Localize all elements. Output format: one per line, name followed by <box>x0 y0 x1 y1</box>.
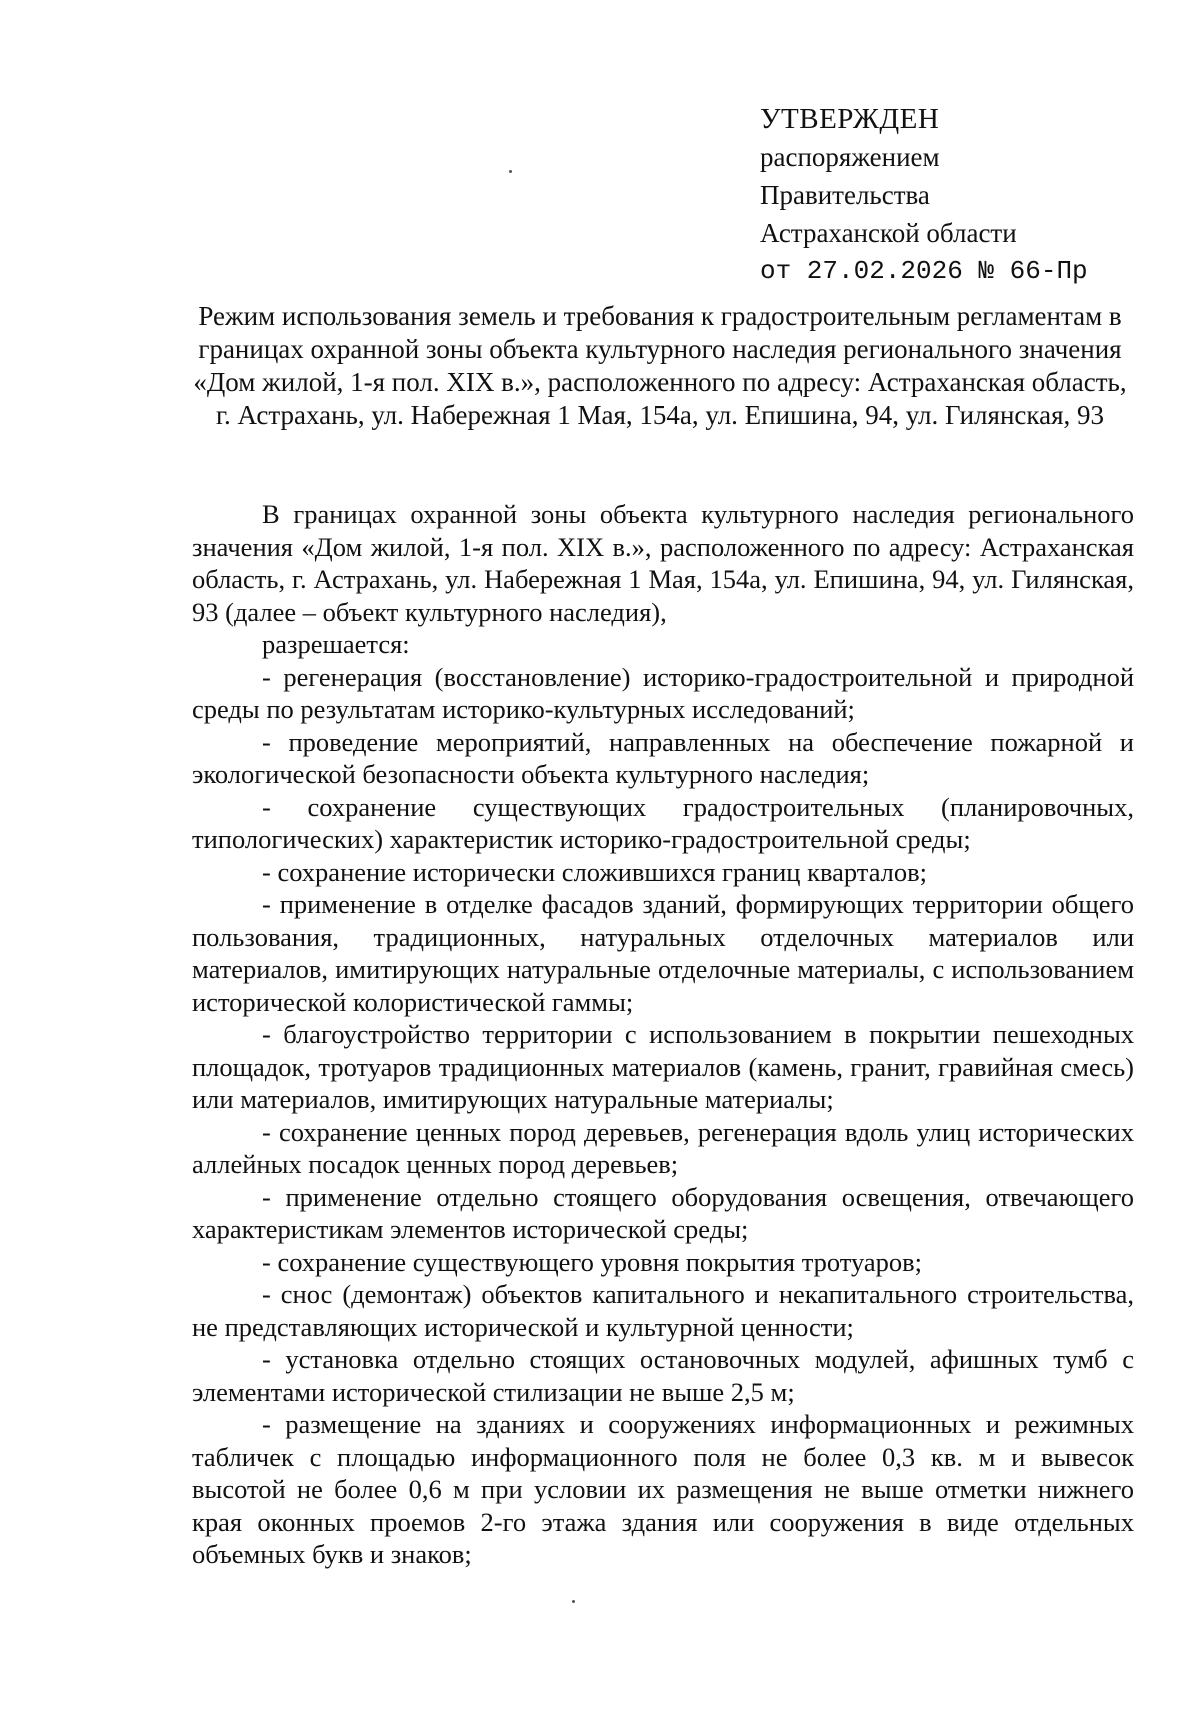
list-item: - применение в отделке фасадов зданий, формирующих территории общего пользования, традиционных, натуральных отделочных материалов или материалов, имитирующих натуральные отделочные материалы, с использованием исторической колористической гаммы; <box>192 889 1134 1017</box>
approval-line-order: распоряжением <box>760 142 940 172</box>
document-body <box>192 498 1134 1571</box>
list-item: - применение отдельно стоящего оборудования освещения, отвечающего характеристикам элементов исторической среды; <box>192 1181 1134 1244</box>
list-item: - благоустройство территории с использованием в покрытии пешеходных площадок, тротуаров традиционных материалов (камень, гранит, гравийная смесь) или материалов, имитирующих натуральные материалы; <box>192 1019 1134 1114</box>
approval-stamp <box>760 100 1088 290</box>
approval-heading: УТВЕРЖДЕН <box>760 103 940 135</box>
approval-line-region: Астраханской области <box>760 218 1017 248</box>
list-item: - регенерация (восстановление) историко-градостроительной и природной среды по результатам историко-культурных исследований; <box>192 661 1134 724</box>
list-item: - размещение на зданиях и сооружениях информационных и режимных табличек с площадью информационного поля не более 0,3 кв. м и вывесок высотой не более 0,6 м при условии их размещения не выше отметки нижнего края оконных проемов 2-го этажа здания или сооружения в виде отдельных объемных букв и знаков; <box>192 1409 1134 1569</box>
list-item: - установка отдельно стоящих остановочных модулей, афишных тумб с элементами исторической стилизации не выше 2,5 м; <box>192 1344 1134 1407</box>
list-item: - снос (демонтаж) объектов капитального и некапитального строительства, не представляющих исторической и культурной ценности; <box>192 1279 1134 1342</box>
list-item: - сохранение ценных пород деревьев, регенерация вдоль улиц исторических аллейных посадок ценных пород деревьев; <box>192 1116 1134 1179</box>
scan-speck <box>572 1600 575 1603</box>
list-item: - проведение мероприятий, направленных на обеспечение пожарной и экологической безопасности объекта культурного наследия; <box>192 726 1134 789</box>
document-title: Режим использования земель и требования к градостроительным регламентам в границах охранной зоны объекта культурного наследия регионального значения «Дом жилой, 1-я пол. XIX в.», расположенного по адресу: Астраханская область, г. Астрахань, ул. Набережная 1 Мая, 154а, ул. Епишина, 94, ул. Гилянская, 93 <box>193 301 1127 430</box>
approval-line-government: Правительства <box>760 180 930 210</box>
list-item: - сохранение существующего уровня покрытия тротуаров; <box>262 1246 923 1277</box>
list-item: - сохранение исторически сложившихся границ кварталов; <box>262 856 928 887</box>
scan-speck <box>509 170 512 173</box>
list-item: - сохранение существующих градостроительных (планировочных, типологических) характеристик историко-градостроительной среды; <box>192 791 1134 854</box>
permitted-label: разрешается: <box>262 629 410 659</box>
approval-date-number: от 27.02.2026 № 66-Пр <box>760 256 1088 286</box>
intro-paragraph: В границах охранной зоны объекта культурного наследия регионального значения «Дом жилой, 1-я пол. XIX в.», расположенного по адресу: Астраханская область, г. Астрахань, ул. Набережная 1 Мая, 154а, ул. Епишина, 94, ул. Гилянская, 93 (далее – объект культурного наследия), <box>192 499 1134 627</box>
